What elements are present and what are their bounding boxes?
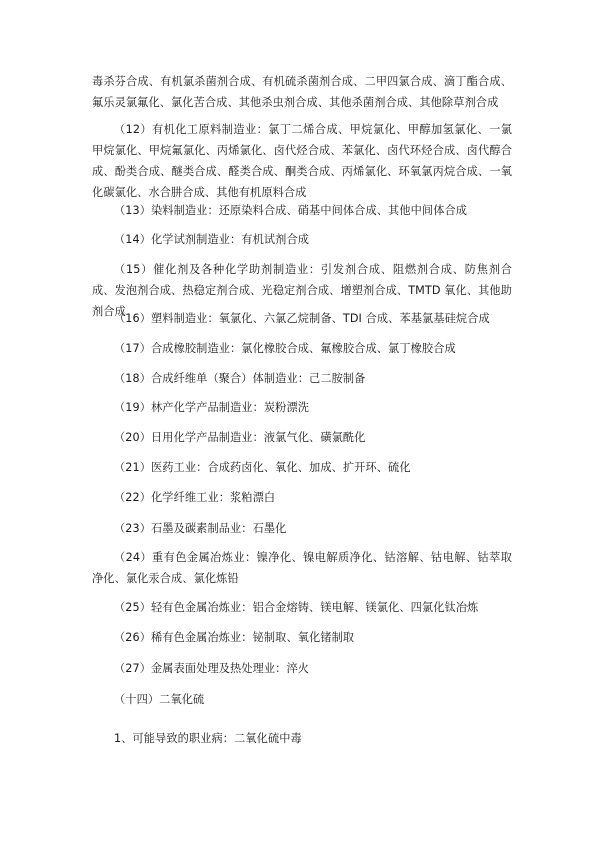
item-23-graphite-and-carbon: （23）石墨及碳素制品业：石墨化 (114, 522, 287, 535)
item-20-daily-chemicals: （20）日用化学产品制造业：液氯气化、磺氯酰化 (114, 431, 366, 444)
occupational-disease-sulfur-dioxide: 1、可能导致的职业病：二氧化硫中毒 (114, 732, 302, 745)
item-17-synthetic-rubber: （17）合成橡胶制造业：氯化橡胶合成、氟橡胶合成、氯丁橡胶合成 (114, 342, 456, 355)
pesticide-synthesis-continuation: 毒杀芬合成、有机氯杀菌剂合成、有机硫杀菌剂合成、二甲四氯合成、滴丁酯合成、氟乐灵氯氟化、氯化苦合成、其他杀虫剂合成、其他杀菌剂合成、其他除草剂合成 (92, 75, 512, 109)
item-18-synthetic-fiber-monomer: （18）合成纤维单（聚合）体制造业：己二胺制备 (114, 372, 366, 385)
item-16-plastics: （16）塑料制造业：氧氯化、六氯乙烷制备、TDI 合成、苯基氯基硅烷合成 (114, 312, 490, 325)
section-14-sulfur-dioxide-heading: （十四）二氧化硫 (114, 693, 205, 706)
item-15-catalysts-and-additives: （15）催化剂及各种化学助剂制造业：引发剂合成、阻燃剂合成、防焦剂合成、发泡剂合成、热稳定剂合成、光稳定剂合成、增塑剂合成、TMTD 氧化、其他助剂合成 (92, 263, 512, 318)
item-13-dye-manufacturing: （13）染料制造业：还原染料合成、硝基中间体合成、其他中间体合成 (114, 204, 468, 217)
item-27-metal-surface-treatment: （27）金属表面处理及热处理业：淬火 (114, 662, 310, 675)
item-14-chemical-reagents: （14）化学试剂制造业：有机试剂合成 (114, 233, 310, 246)
item-22-chemical-fiber: （22）化学纤维工业：浆粕漂白 (114, 491, 276, 504)
item-12-organic-chemical-raw-materials: （12）有机化工原料制造业：氯丁二烯合成、甲烷氯化、甲醇加氢氯化、一氯甲烷氯化、甲烷氟氯化、丙烯氯化、卤代烃合成、苯氯化、卤代环烃合成、卤代醇合成、酚类合成、醚类合成、醛类合成、酮类合成、丙烯氯化、环氧氯丙烷合成、一氧化碳氯化、水合肼合成、其他有机原料合成 (92, 123, 512, 199)
item-19-forest-chemicals: （19）林产化学产品制造业：炭粉漂洗 (114, 401, 310, 414)
item-25-light-nonferrous-smelting: （25）轻有色金属冶炼业：铝合金熔铸、镁电解、镁氯化、四氯化钛冶炼 (114, 601, 479, 614)
item-26-rare-nonferrous-smelting: （26）稀有色金属冶炼业：铋制取、氧化锗制取 (114, 631, 355, 644)
item-21-pharmaceutical: （21）医药工业：合成药卤化、氧化、加成、扩开环、硫化 (114, 461, 411, 474)
item-24-heavy-nonferrous-smelting: （24）重有色金属冶炼业：镍净化、镍电解质净化、钴溶解、钴电解、钴萃取净化、氯化汞合成、氯化炼铅 (92, 551, 512, 585)
